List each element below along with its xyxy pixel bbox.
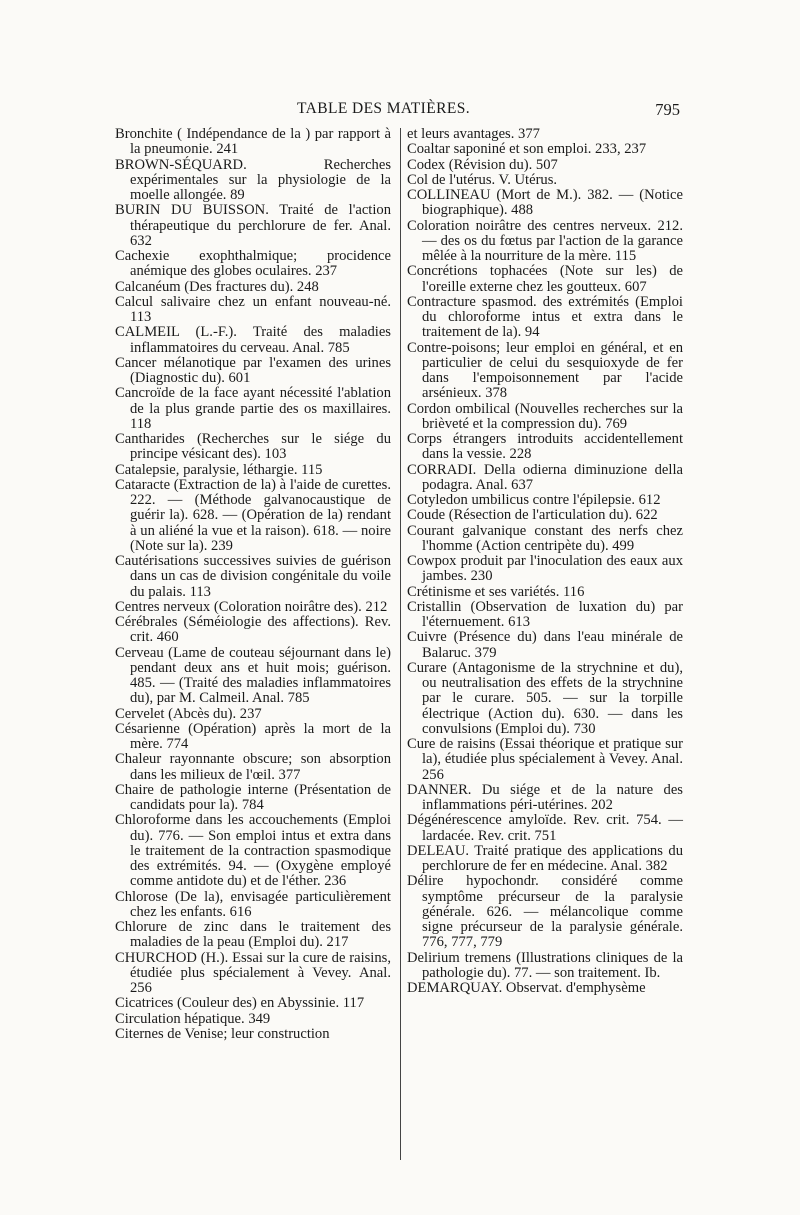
index-entry: Chaire de pathologie interne (Présentation de candidats pour la). 784: [115, 781, 391, 813]
index-entry: Cautérisations successives suivies de guérison dans un cas de division congénitale du voile du palais. 113: [115, 553, 391, 600]
index-entry: Cure de raisins (Essai théorique et pratique sur la), étudiée plus spécialement à Vevey. Anal. 256: [407, 736, 683, 783]
index-entry: Coaltar saponiné et son emploi. 233, 237: [407, 141, 647, 158]
index-entry: Cristallin (Observation de luxation du) par l'éternuement. 613: [407, 598, 683, 630]
index-entry: CALMEIL (L.-F.). Traité des maladies inflammatoires du cerveau. Anal. 785: [115, 324, 391, 356]
index-entry: Cancroïde de la face ayant nécessité l'ablation de la plus grande partie des os maxillaires. 118: [115, 385, 391, 432]
index-entry: Calcul salivaire chez un enfant nouveau-né. 113: [115, 293, 391, 325]
index-entry: Chaleur rayonnante obscure; son absorption dans les milieux de l'œil. 377: [115, 751, 391, 783]
index-entry: Cataracte (Extraction de la) à l'aide de curettes. 222. — (Méthode galvanocaustique de guérir la). 628. — (Opération de la) rendant à un aliéné la vue et la raison). 618. — noire (Note sur la). 239: [115, 476, 391, 554]
index-entry: Cérébrales (Séméiologie des affections). Rev. crit. 460: [115, 614, 391, 646]
index-entry: Chlorure de zinc dans le traitement des maladies de la peau (Emploi du). 217: [115, 919, 391, 951]
index-entry: Cantharides (Recherches sur le siége du principe vésicant des). 103: [115, 431, 391, 463]
index-entry: Crétinisme et ses variétés. 116: [407, 583, 585, 600]
index-entry: Chlorose (De la), envisagée particulièrement chez les enfants. 616: [115, 888, 391, 920]
right-column: [407, 127, 683, 996]
page-header: [115, 100, 680, 124]
index-entry: Concrétions tophacées (Note sur les) de l'oreille externe chez les goutteux. 607: [407, 263, 683, 295]
index-entry: Contracture spasmod. des extrémités (Emploi du chloroforme intus et extra dans le traitement de la). 94: [407, 293, 683, 341]
index-entry: Contre-poisons; leur emploi en général, et en particulier de celui du sesquioxyde de fer dans l'empoisonnement par l'acide arsénieux. 378: [407, 339, 683, 402]
page-title: TABLE DES MATIÈRES.: [297, 100, 470, 117]
index-entry: Cotyledon umbilicus contre l'épilepsie. 612: [407, 492, 661, 508]
index-entry: Coloration noirâtre des centres nerveux. 212. — des os du fœtus par l'action de la garance mêlée à la nourriture de la mère. 115: [407, 217, 683, 264]
page-number: 795: [655, 100, 680, 119]
index-entry: Delirium tremens (Illustrations cliniques de la pathologie du). 77. — son traitement. Ib.: [407, 949, 683, 981]
index-entry: COLLINEAU (Mort de M.). 382. — (Notice biographique). 488: [407, 187, 683, 219]
index-entry: Coude (Résection de l'articulation du). 622: [407, 507, 658, 524]
index-entry: Délire hypochondr. considéré comme symptôme précurseur de la paralysie générale. 626. — mélancolique comme signe précurseur de la paralysie générale. 776, 777, 779: [407, 873, 683, 951]
index-entry: Citernes de Venise; leur construction: [115, 1025, 330, 1042]
index-entry: Calcanéum (Des fractures du). 248: [115, 278, 319, 295]
index-entry: Curare (Antagonisme de la strychnine et du), ou neutralisation des effets de la strychnine par le curare. 505. — sur la torpille électrique (Action du). 630. — dans les convulsions (Emploi du). 730: [407, 659, 683, 737]
index-entry: Cachexie exophthalmique; procidence anémique des globes oculaires. 237: [115, 248, 391, 280]
index-entry: Circulation hépatique. 349: [115, 1010, 271, 1027]
index-entry: DEMARQUAY. Observat. d'emphysème: [407, 980, 646, 996]
index-entry: Dégénérescence amyloïde. Rev. crit. 754. — lardacée. Rev. crit. 751: [407, 812, 683, 844]
index-entry: Col de l'utérus. V. Utérus.: [407, 171, 558, 188]
index-entry: Cerveau (Lame de couteau séjournant dans le) pendant deux ans et huit mois; guérison. 485. — (Traité des maladies inflammatoires du), par M. Calmeil. Anal. 785: [115, 644, 391, 707]
index-entry: Corps étrangers introduits accidentellement dans la vessie. 228: [407, 431, 683, 463]
index-entry: Courant galvanique constant des nerfs chez l'homme (Action centripète du). 499: [407, 522, 683, 554]
index-entry: Bronchite ( Indépendance de la ) par rapport à la pneumonie. 241: [115, 126, 391, 158]
left-column: [115, 127, 391, 1042]
index-entry: Cowpox produit par l'inoculation des eaux aux jambes. 230: [407, 553, 683, 585]
index-entry: Catalepsie, paralysie, léthargie. 115: [115, 461, 323, 478]
index-entry: BURIN DU BUISSON. Traité de l'action thérapeutique du perchlorure de fer. Anal. 632: [115, 202, 391, 249]
index-entry: DANNER. Du siége et de la nature des inflammations péri-utérines. 202: [407, 781, 683, 813]
column-divider: [400, 128, 401, 1160]
index-entry: Codex (Révision du). 507: [407, 156, 558, 173]
index-entry: DELEAU. Traité pratique des applications du perchlorure de fer en médecine. Anal. 382: [407, 842, 683, 874]
index-entry: et leurs avantages. 377: [407, 126, 540, 142]
index-entry: Centres nerveux (Coloration noirâtre des). 212: [115, 598, 388, 615]
index-entry: Cicatrices (Couleur des) en Abyssinie. 117: [115, 995, 365, 1012]
index-entry: Césarienne (Opération) après la mort de la mère. 774: [115, 720, 391, 752]
index-entry: Cervelet (Abcès du). 237: [115, 705, 262, 722]
index-entry: CORRADI. Della odierna diminuzione della podagra. Anal. 637: [407, 461, 683, 493]
index-entry: BROWN-SÉQUARD. Recherches expérimentales sur la physiologie de la moelle allongée. 89: [115, 156, 391, 203]
index-entry: Chloroforme dans les accouchements (Emploi du). 776. — Son emploi intus et extra dans le traitement de la contraction spasmodique des extrémités. 94. — (Oxygène employé comme antidote du) et de l'éther. 236: [115, 812, 391, 890]
index-entry: Cordon ombilical (Nouvelles recherches sur la brièveté et la compression du). 769: [407, 400, 683, 432]
index-entry: Cancer mélanotique par l'examen des urines (Diagnostic du). 601: [115, 354, 391, 386]
index-entry: Cuivre (Présence du) dans l'eau minérale de Balaruc. 379: [407, 629, 683, 661]
index-entry: CHURCHOD (H.). Essai sur la cure de raisins, étudiée plus spécialement à Vevey. Anal. 256: [115, 949, 391, 996]
